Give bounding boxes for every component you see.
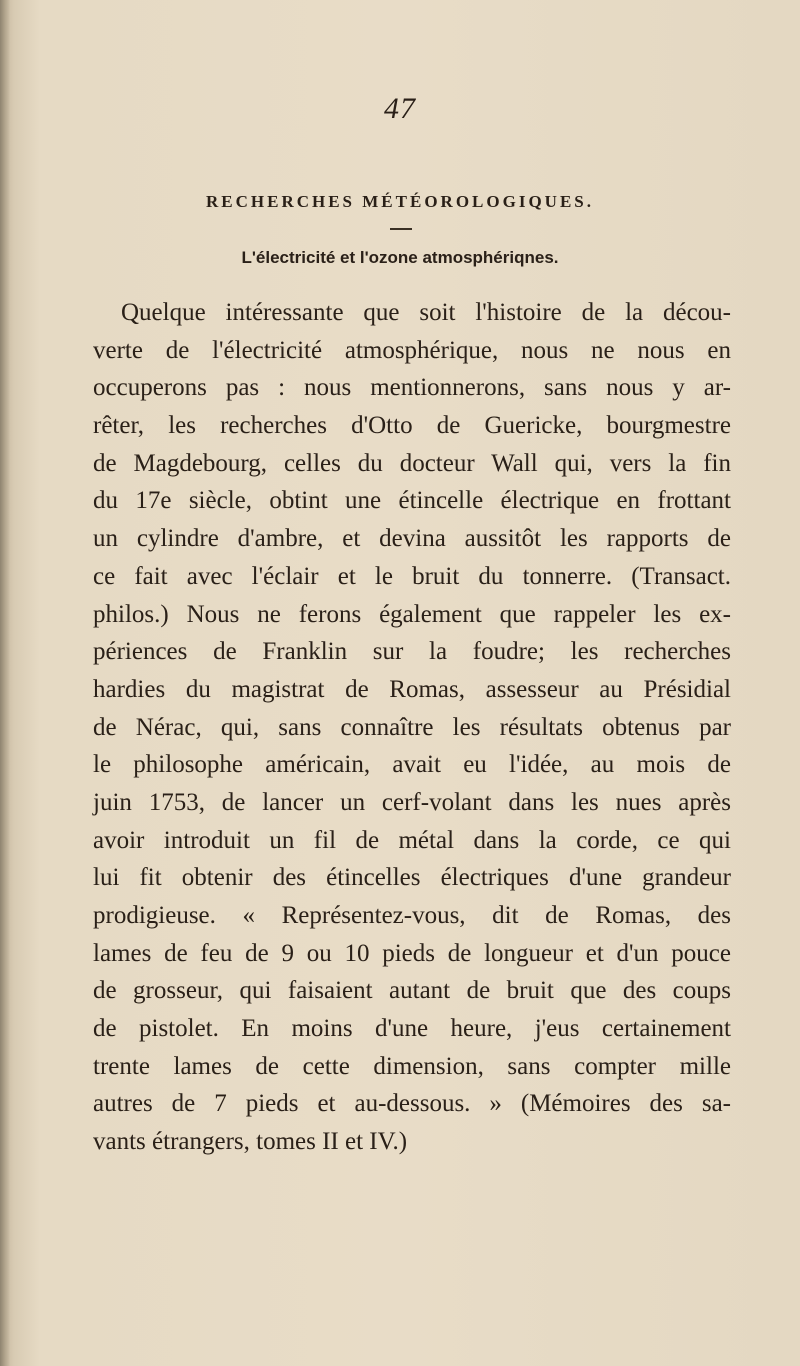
text-line: de Nérac, qui, sans connaître les résultats obtenus par <box>93 713 731 741</box>
text-line: Quelque intéressante que soit l'histoire de la décou- <box>121 299 731 326</box>
running-head: RECHERCHES MÉTÉOROLOGIQUES. <box>205 192 594 211</box>
section-title: L'électricité et l'ozone atmosphériqnes. <box>241 248 559 267</box>
text-line: hardies du magistrat de Romas, assesseur au Présidial <box>93 675 731 703</box>
text-line: de Magdebourg, celles du docteur Wall qui, vers la fin <box>93 449 731 477</box>
head-rule-divider <box>390 228 412 230</box>
text-line: de pistolet. En moins d'une heure, j'eus certainement <box>93 1015 731 1043</box>
text-line: lames de feu de 9 ou 10 pieds de longueur et d'un pouce <box>93 939 731 967</box>
text-line: juin 1753, de lancer un cerf-volant dans les nues après <box>93 788 731 816</box>
text-line: prodigieuse. « Représentez-vous, dit de Romas, des <box>93 902 731 929</box>
text-line: trente lames de cette dimension, sans compter mille <box>93 1052 731 1080</box>
text-line: rêter, les recherches d'Otto de Guericke, bourgmestre <box>93 412 731 440</box>
text-line: verte de l'électricité atmosphérique, nous ne nous en <box>93 336 731 364</box>
text-line: du 17e siècle, obtint une étincelle électrique en frottant <box>93 487 731 515</box>
text-line: occuperons pas : nous mentionnerons, sans nous y ar- <box>93 374 731 402</box>
text-line: autres de 7 pieds et au-dessous. » (Mémoires des sa- <box>93 1090 731 1118</box>
text-line: périences de Franklin sur la foudre; les recherches <box>93 638 731 666</box>
text-line: ce fait avec l'éclair et le bruit du tonnerre. (Transact. <box>93 562 731 590</box>
text-line: lui fit obtenir des étincelles électriques d'une grandeur <box>93 864 731 892</box>
page-number: 47 <box>384 92 416 125</box>
text-line: avoir introduit un fil de métal dans la corde, ce qui <box>93 826 731 854</box>
body-text <box>93 294 731 1161</box>
text-line: de grosseur, qui faisaient autant de bruit que des coups <box>93 977 731 1005</box>
text-line: philos.) Nous ne ferons également que rappeler les ex- <box>93 600 731 628</box>
text-line: un cylindre d'ambre, et devina aussitôt les rapports de <box>93 525 731 553</box>
text-line: le philosophe américain, avait eu l'idée, au mois de <box>93 751 731 779</box>
text-line: vants étrangers, tomes II et IV.) <box>93 1128 408 1156</box>
